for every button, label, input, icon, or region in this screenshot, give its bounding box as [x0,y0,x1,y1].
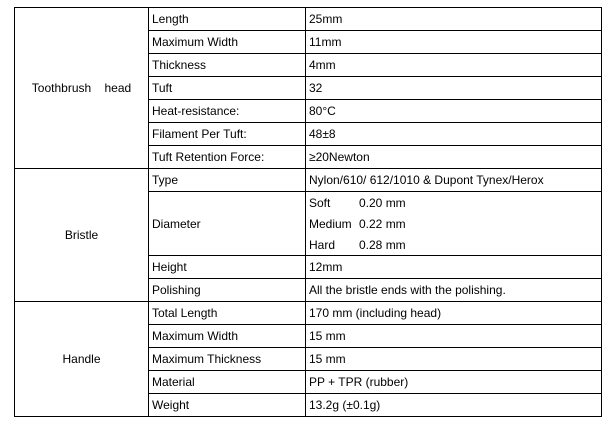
value-total-length: 170 mm (including head) [306,302,602,325]
diameter-option [309,213,598,234]
property-total-length: Total Length [149,302,306,325]
group-label-bristle: Bristle [15,169,149,302]
table-row [15,8,602,31]
property-tuft-retention-force: Tuft Retention Force: [149,146,306,169]
diameter-option [309,234,598,255]
property-maximum-width: Maximum Width [149,31,306,54]
spec-table-container [14,7,602,417]
property-length: Length [149,8,306,31]
property-material: Material [149,371,306,394]
property-heat-resistance: Heat-resistance: [149,100,306,123]
property-polishing: Polishing [149,279,306,302]
value-material: PP + TPR (rubber) [306,371,602,394]
diameter-option [309,192,598,213]
diameter-grade: Soft [309,195,331,210]
value-thickness: 4mm [306,54,602,77]
group-label-handle: Handle [15,302,149,417]
table-row [15,169,602,192]
value-tuft: 32 [306,77,602,100]
property-filament-per-tuft: Filament Per Tuft: [149,123,306,146]
value-polishing: All the bristle ends with the polishing. [306,279,602,302]
property-diameter: Diameter [149,192,306,256]
value-heat-resistance: 80°C [306,100,602,123]
diameter-grade: Hard [309,237,336,252]
property-thickness: Thickness [149,54,306,77]
property-height: Height [149,256,306,279]
spec-table [14,7,602,417]
property-maximum-width: Maximum Width [149,325,306,348]
property-weight: Weight [149,394,306,417]
value-tuft-retention-force: ≥20Newton [306,146,602,169]
table-row [15,302,602,325]
property-tuft: Tuft [149,77,306,100]
value-weight: 13.2g (±0.1g) [306,394,602,417]
property-type: Type [149,169,306,192]
value-maximum-width: 15 mm [306,325,602,348]
property-maximum-thickness: Maximum Thickness [149,348,306,371]
value-diameter [306,192,602,256]
value-maximum-thickness: 15 mm [306,348,602,371]
value-filament-per-tuft: 48±8 [306,123,602,146]
group-label-toothbrush-head: Toothbrush head [15,8,149,169]
value-maximum-width: 11mm [306,31,602,54]
diameter-size: 0.20 mm [359,195,406,210]
value-type: Nylon/610/ 612/1010 & Dupont Tynex/Herox [306,169,602,192]
diameter-grade: Medium [309,216,352,231]
value-length: 25mm [306,8,602,31]
diameter-size: 0.28 mm [359,237,406,252]
diameter-size: 0.22 mm [359,216,406,231]
value-height: 12mm [306,256,602,279]
